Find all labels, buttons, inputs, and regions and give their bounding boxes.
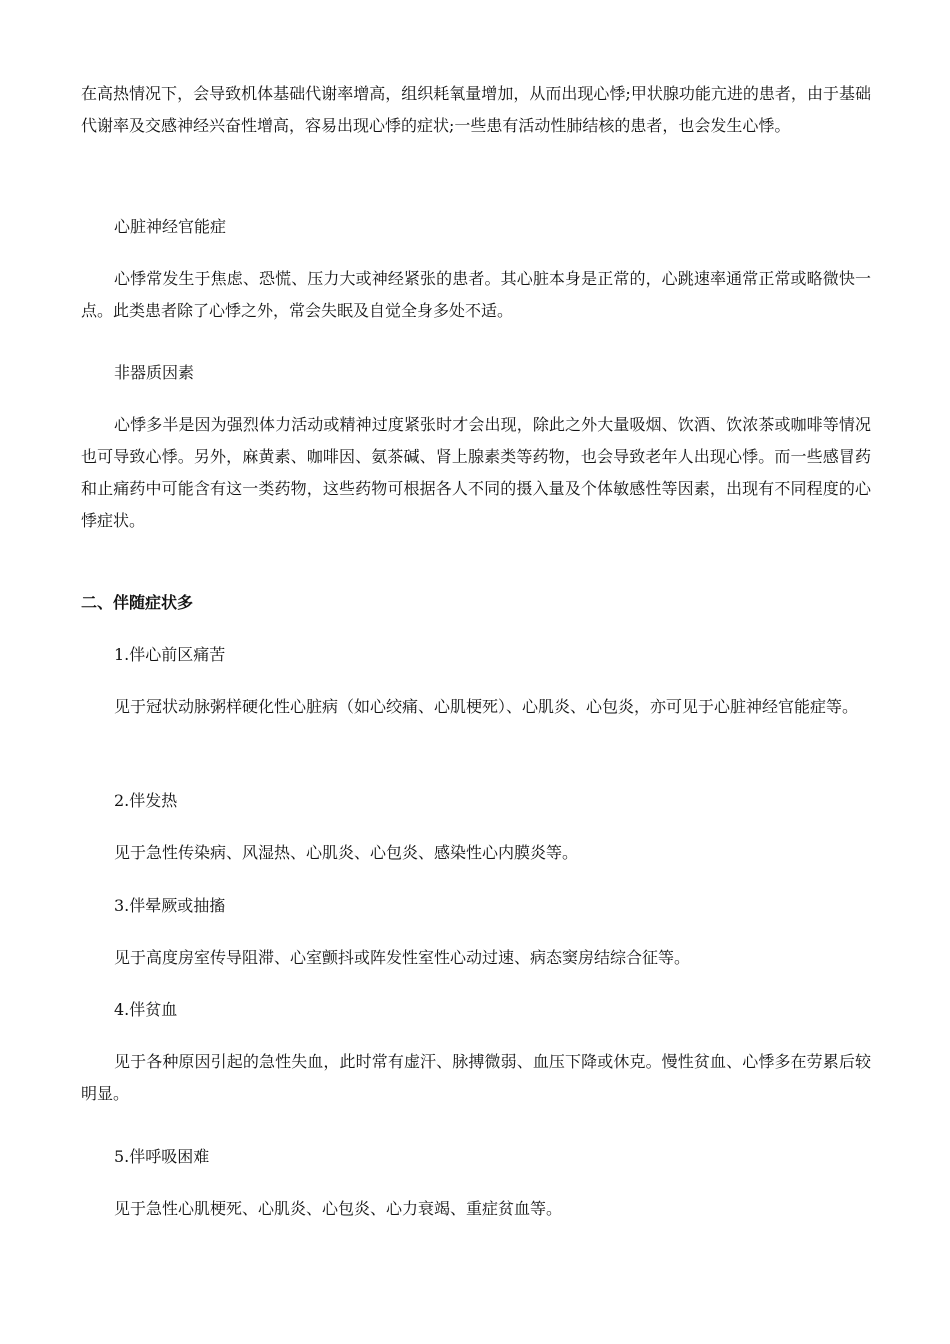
item-title-fever: 2.伴发热 [114,791,178,810]
item-title-dyspnea: 5.伴呼吸困难 [114,1147,210,1166]
item-title-precordial-pain: 1.伴心前区痛苦 [114,645,226,664]
paragraph-non-organic-factors: 心悸多半是因为强烈体力活动或精神过度紧张时才会出现，除此之外大量吸烟、饮酒、饮浓茶或咖啡等情况也可导致心悸。另外，麻黄素、咖啡因、氨茶碱、肾上腺素类等药物，也会导致老年人出现心悸。而一些感冒药和止痛药中可能含有这一类药物，这些药物可根据各人不同的摄入量及个体敏感性等因素，出现有不同程度的心悸症状。 [81,415,871,530]
item-text-dyspnea: 见于急性心肌梗死、心肌炎、心包炎、心力衰竭、重症贫血等。 [114,1199,563,1218]
item-text-fever: 见于急性传染病、风湿热、心肌炎、心包炎、感染性心内膜炎等。 [114,843,579,862]
section-heading-accompanying-symptoms: 二、伴随症状多 [81,593,194,612]
subheading-non-organic-factors: 非器质因素 [114,363,195,382]
item-text-anemia: 见于各种原因引起的急性失血，此时常有虚汗、脉搏微弱、血压下降或休克。慢性贫血、心悸多在劳累后较明显。 [81,1052,871,1103]
item-text-precordial-pain: 见于冠状动脉粥样硬化性心脏病（如心绞痛、心肌梗死）、心肌炎、心包炎，亦可见于心脏神经官能症等。 [114,697,859,716]
subheading-cardiac-neurosis: 心脏神经官能症 [114,217,227,236]
item-title-syncope: 3.伴晕厥或抽搐 [114,896,226,915]
item-title-anemia: 4.伴贫血 [114,1000,178,1019]
item-text-syncope: 见于高度房室传导阻滞、心室颤抖或阵发性室性心动过速、病态窦房结综合征等。 [114,948,691,967]
paragraph-fever-hyperthyroid: 在高热情况下，会导致机体基础代谢率增高，组织耗氧量增加，从而出现心悸;甲状腺功能亢进的患者，由于基础代谢率及交感神经兴奋性增高，容易出现心悸的症状;一些患有活动性肺结核的患者，也会发生心悸。 [81,84,871,135]
paragraph-cardiac-neurosis: 心悸常发生于焦虑、恐慌、压力大或神经紧张的患者。其心脏本身是正常的，心跳速率通常正常或略微快一点。此类患者除了心悸之外，常会失眠及自觉全身多处不适。 [81,269,871,320]
